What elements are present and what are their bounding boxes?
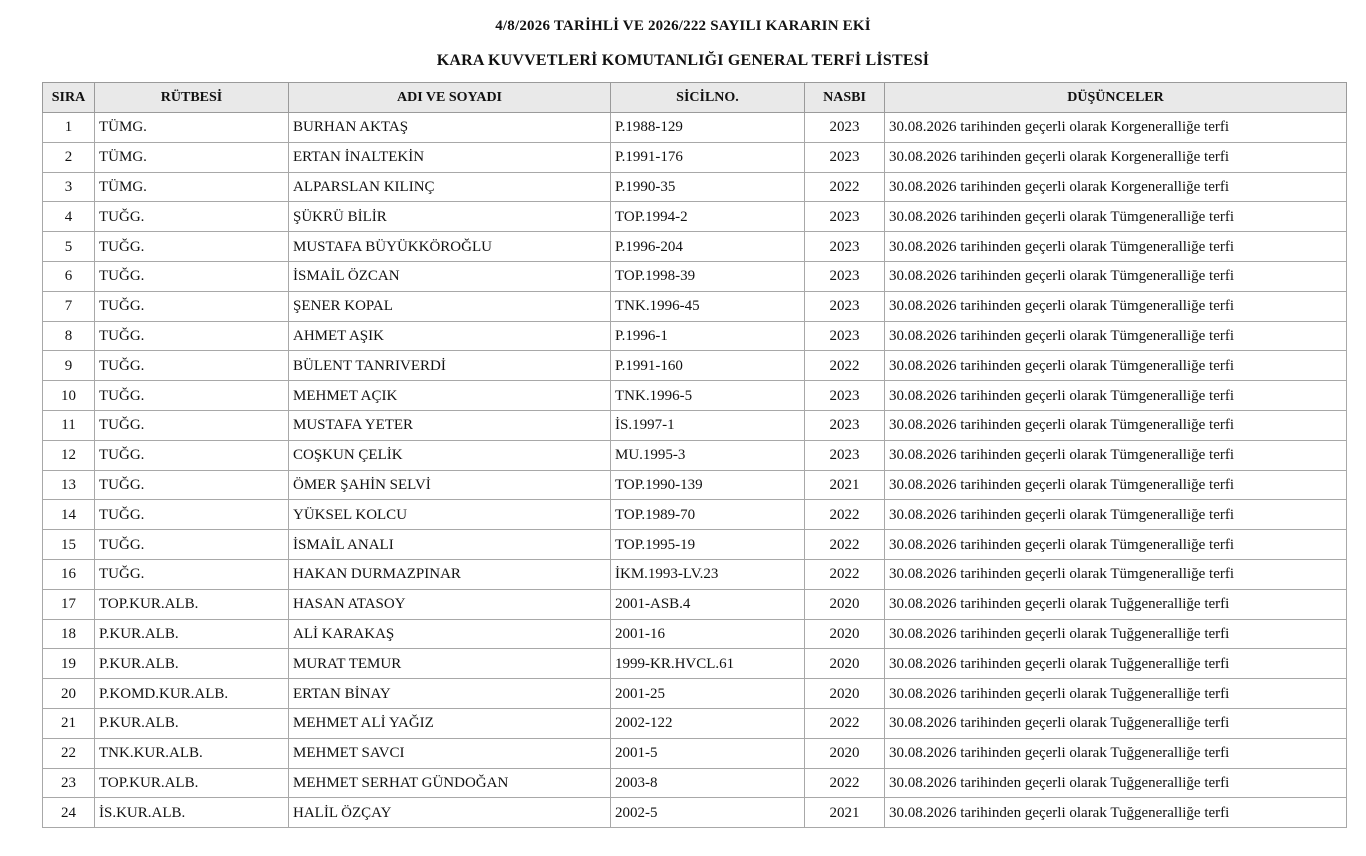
table-row xyxy=(43,291,1347,321)
row-name: MEHMET AÇIK xyxy=(289,381,611,411)
row-sira: 24 xyxy=(43,798,95,828)
header-sira: SIRA xyxy=(43,83,95,113)
row-nasbi: 2022 xyxy=(805,530,885,560)
table-row xyxy=(43,798,1347,828)
row-rutbesi: TUĞG. xyxy=(95,202,289,232)
row-dusunceler: 30.08.2026 tarihinden geçerli olarak Korgeneralliğe terfi xyxy=(885,172,1347,202)
table-row xyxy=(43,589,1347,619)
row-rutbesi: TÜMG. xyxy=(95,113,289,143)
row-nasbi: 2020 xyxy=(805,649,885,679)
row-sicil-no: 2001-ASB.4 xyxy=(611,589,805,619)
row-nasbi: 2020 xyxy=(805,679,885,709)
row-nasbi: 2023 xyxy=(805,410,885,440)
row-name: İSMAİL ÖZCAN xyxy=(289,261,611,291)
row-dusunceler: 30.08.2026 tarihinden geçerli olarak Tümgeneralliğe terfi xyxy=(885,530,1347,560)
row-dusunceler: 30.08.2026 tarihinden geçerli olarak Tümgeneralliğe terfi xyxy=(885,559,1347,589)
row-rutbesi: TUĞG. xyxy=(95,530,289,560)
row-sira: 21 xyxy=(43,708,95,738)
row-rutbesi: TUĞG. xyxy=(95,261,289,291)
row-name: BURHAN AKTAŞ xyxy=(289,113,611,143)
row-sira: 9 xyxy=(43,351,95,381)
row-sira: 2 xyxy=(43,142,95,172)
table-header xyxy=(43,83,1347,113)
row-sira: 4 xyxy=(43,202,95,232)
row-nasbi: 2023 xyxy=(805,291,885,321)
row-name: ŞÜKRÜ BİLİR xyxy=(289,202,611,232)
row-dusunceler: 30.08.2026 tarihinden geçerli olarak Tuğgeneralliğe terfi xyxy=(885,768,1347,798)
table-row xyxy=(43,619,1347,649)
row-rutbesi: TNK.KUR.ALB. xyxy=(95,738,289,768)
header-sicil-no: SİCİLNO. xyxy=(611,83,805,113)
row-sira: 14 xyxy=(43,500,95,530)
row-name: ERTAN İNALTEKİN xyxy=(289,142,611,172)
row-nasbi: 2022 xyxy=(805,172,885,202)
table-row xyxy=(43,708,1347,738)
row-rutbesi: TUĞG. xyxy=(95,440,289,470)
row-nasbi: 2020 xyxy=(805,619,885,649)
row-rutbesi: TUĞG. xyxy=(95,351,289,381)
row-sicil-no: TOP.1989-70 xyxy=(611,500,805,530)
row-nasbi: 2021 xyxy=(805,798,885,828)
row-dusunceler: 30.08.2026 tarihinden geçerli olarak Korgeneralliğe terfi xyxy=(885,142,1347,172)
row-name: ŞENER KOPAL xyxy=(289,291,611,321)
table-row xyxy=(43,261,1347,291)
row-nasbi: 2023 xyxy=(805,113,885,143)
row-sicil-no: TOP.1998-39 xyxy=(611,261,805,291)
table-row xyxy=(43,530,1347,560)
table-row xyxy=(43,649,1347,679)
row-nasbi: 2022 xyxy=(805,708,885,738)
row-nasbi: 2020 xyxy=(805,738,885,768)
row-nasbi: 2023 xyxy=(805,381,885,411)
document-title: 4/8/2026 TARİHLİ VE 2026/222 SAYILI KARARIN EKİ xyxy=(495,18,871,34)
row-nasbi: 2020 xyxy=(805,589,885,619)
row-name: ALPARSLAN KILINÇ xyxy=(289,172,611,202)
row-rutbesi: TUĞG. xyxy=(95,410,289,440)
header-rutbesi: RÜTBESİ xyxy=(95,83,289,113)
row-sicil-no: TNK.1996-45 xyxy=(611,291,805,321)
row-sira: 11 xyxy=(43,410,95,440)
header-dusunceler: DÜŞÜNCELER xyxy=(885,83,1347,113)
row-sicil-no: TOP.1995-19 xyxy=(611,530,805,560)
row-sira: 22 xyxy=(43,738,95,768)
row-dusunceler: 30.08.2026 tarihinden geçerli olarak Tümgeneralliğe terfi xyxy=(885,291,1347,321)
table-row xyxy=(43,232,1347,262)
row-dusunceler: 30.08.2026 tarihinden geçerli olarak Tümgeneralliğe terfi xyxy=(885,232,1347,262)
row-sicil-no: 2003-8 xyxy=(611,768,805,798)
row-dusunceler: 30.08.2026 tarihinden geçerli olarak Tümgeneralliğe terfi xyxy=(885,410,1347,440)
table-row xyxy=(43,321,1347,351)
row-sira: 13 xyxy=(43,470,95,500)
row-nasbi: 2023 xyxy=(805,142,885,172)
row-dusunceler: 30.08.2026 tarihinden geçerli olarak Tümgeneralliğe terfi xyxy=(885,381,1347,411)
row-dusunceler: 30.08.2026 tarihinden geçerli olarak Korgeneralliğe terfi xyxy=(885,113,1347,143)
row-sicil-no: 2002-5 xyxy=(611,798,805,828)
row-rutbesi: TUĞG. xyxy=(95,291,289,321)
row-dusunceler: 30.08.2026 tarihinden geçerli olarak Tümgeneralliğe terfi xyxy=(885,321,1347,351)
row-name: MEHMET SERHAT GÜNDOĞAN xyxy=(289,768,611,798)
row-sira: 7 xyxy=(43,291,95,321)
row-sira: 19 xyxy=(43,649,95,679)
promotion-table xyxy=(42,82,1347,828)
row-nasbi: 2022 xyxy=(805,768,885,798)
row-sira: 16 xyxy=(43,559,95,589)
row-rutbesi: TÜMG. xyxy=(95,142,289,172)
row-sira: 20 xyxy=(43,679,95,709)
row-name: MUSTAFA BÜYÜKKÖROĞLU xyxy=(289,232,611,262)
row-dusunceler: 30.08.2026 tarihinden geçerli olarak Tümgeneralliğe terfi xyxy=(885,202,1347,232)
row-sicil-no: TOP.1990-139 xyxy=(611,470,805,500)
row-name: ALİ KARAKAŞ xyxy=(289,619,611,649)
row-sira: 3 xyxy=(43,172,95,202)
row-dusunceler: 30.08.2026 tarihinden geçerli olarak Tuğgeneralliğe terfi xyxy=(885,708,1347,738)
row-sicil-no: P.1996-204 xyxy=(611,232,805,262)
row-sira: 8 xyxy=(43,321,95,351)
row-rutbesi: P.KUR.ALB. xyxy=(95,708,289,738)
row-rutbesi: TUĞG. xyxy=(95,381,289,411)
row-nasbi: 2023 xyxy=(805,321,885,351)
row-sicil-no: P.1991-176 xyxy=(611,142,805,172)
row-sicil-no: 2002-122 xyxy=(611,708,805,738)
row-name: ÖMER ŞAHİN SELVİ xyxy=(289,470,611,500)
table-row xyxy=(43,410,1347,440)
table-row xyxy=(43,500,1347,530)
row-name: MUSTAFA YETER xyxy=(289,410,611,440)
table-row xyxy=(43,559,1347,589)
row-rutbesi: TUĞG. xyxy=(95,470,289,500)
row-dusunceler: 30.08.2026 tarihinden geçerli olarak Tuğgeneralliğe terfi xyxy=(885,738,1347,768)
header-row xyxy=(43,83,1347,113)
table-row xyxy=(43,113,1347,143)
table-row xyxy=(43,172,1347,202)
row-rutbesi: TUĞG. xyxy=(95,559,289,589)
row-name: HAKAN DURMAZPINAR xyxy=(289,559,611,589)
row-rutbesi: TOP.KUR.ALB. xyxy=(95,589,289,619)
row-sicil-no: P.1991-160 xyxy=(611,351,805,381)
row-dusunceler: 30.08.2026 tarihinden geçerli olarak Tümgeneralliğe terfi xyxy=(885,470,1347,500)
row-sicil-no: İS.1997-1 xyxy=(611,410,805,440)
row-sicil-no: P.1988-129 xyxy=(611,113,805,143)
table-body xyxy=(43,113,1347,828)
table-row xyxy=(43,142,1347,172)
row-name: AHMET AŞIK xyxy=(289,321,611,351)
row-rutbesi: P.KOMD.KUR.ALB. xyxy=(95,679,289,709)
row-dusunceler: 30.08.2026 tarihinden geçerli olarak Tuğgeneralliğe terfi xyxy=(885,589,1347,619)
row-dusunceler: 30.08.2026 tarihinden geçerli olarak Tuğgeneralliğe terfi xyxy=(885,798,1347,828)
table-row xyxy=(43,351,1347,381)
row-sira: 1 xyxy=(43,113,95,143)
row-sira: 18 xyxy=(43,619,95,649)
row-dusunceler: 30.08.2026 tarihinden geçerli olarak Tümgeneralliğe terfi xyxy=(885,440,1347,470)
table-row xyxy=(43,440,1347,470)
row-sicil-no: 2001-25 xyxy=(611,679,805,709)
row-sira: 23 xyxy=(43,768,95,798)
row-nasbi: 2023 xyxy=(805,232,885,262)
row-sira: 6 xyxy=(43,261,95,291)
row-sicil-no: TOP.1994-2 xyxy=(611,202,805,232)
table-row xyxy=(43,679,1347,709)
row-name: YÜKSEL KOLCU xyxy=(289,500,611,530)
document-subtitle: KARA KUVVETLERİ KOMUTANLIĞI GENERAL TERFİ LİSTESİ xyxy=(436,52,930,69)
header-nasbi: NASBI xyxy=(805,83,885,113)
row-name: BÜLENT TANRIVERDİ xyxy=(289,351,611,381)
row-rutbesi: TUĞG. xyxy=(95,232,289,262)
row-dusunceler: 30.08.2026 tarihinden geçerli olarak Tuğgeneralliğe terfi xyxy=(885,649,1347,679)
row-name: MEHMET SAVCI xyxy=(289,738,611,768)
row-sira: 12 xyxy=(43,440,95,470)
row-name: MURAT TEMUR xyxy=(289,649,611,679)
row-sicil-no: İKM.1993-LV.23 xyxy=(611,559,805,589)
row-nasbi: 2023 xyxy=(805,202,885,232)
row-sira: 10 xyxy=(43,381,95,411)
row-nasbi: 2022 xyxy=(805,500,885,530)
row-rutbesi: TÜMG. xyxy=(95,172,289,202)
row-dusunceler: 30.08.2026 tarihinden geçerli olarak Tümgeneralliğe terfi xyxy=(885,261,1347,291)
table-row xyxy=(43,738,1347,768)
row-name: ERTAN BİNAY xyxy=(289,679,611,709)
row-sicil-no: P.1996-1 xyxy=(611,321,805,351)
row-sira: 15 xyxy=(43,530,95,560)
row-sicil-no: P.1990-35 xyxy=(611,172,805,202)
row-sicil-no: 2001-16 xyxy=(611,619,805,649)
row-rutbesi: TUĞG. xyxy=(95,500,289,530)
row-sicil-no: 2001-5 xyxy=(611,738,805,768)
table-row xyxy=(43,202,1347,232)
table-row xyxy=(43,768,1347,798)
row-nasbi: 2023 xyxy=(805,261,885,291)
row-name: HASAN ATASOY xyxy=(289,589,611,619)
row-name: İSMAİL ANALI xyxy=(289,530,611,560)
row-name: HALİL ÖZÇAY xyxy=(289,798,611,828)
row-dusunceler: 30.08.2026 tarihinden geçerli olarak Tümgeneralliğe terfi xyxy=(885,500,1347,530)
row-rutbesi: TOP.KUR.ALB. xyxy=(95,768,289,798)
row-nasbi: 2021 xyxy=(805,470,885,500)
row-nasbi: 2022 xyxy=(805,559,885,589)
row-sicil-no: TNK.1996-5 xyxy=(611,381,805,411)
row-sira: 5 xyxy=(43,232,95,262)
row-rutbesi: P.KUR.ALB. xyxy=(95,649,289,679)
table-row xyxy=(43,381,1347,411)
row-sicil-no: 1999-KR.HVCL.61 xyxy=(611,649,805,679)
row-dusunceler: 30.08.2026 tarihinden geçerli olarak Tümgeneralliğe terfi xyxy=(885,351,1347,381)
row-sicil-no: MU.1995-3 xyxy=(611,440,805,470)
row-dusunceler: 30.08.2026 tarihinden geçerli olarak Tuğgeneralliğe terfi xyxy=(885,619,1347,649)
row-rutbesi: TUĞG. xyxy=(95,321,289,351)
row-rutbesi: P.KUR.ALB. xyxy=(95,619,289,649)
row-name: COŞKUN ÇELİK xyxy=(289,440,611,470)
table-row xyxy=(43,470,1347,500)
header-adi-ve-soyadi: ADI VE SOYADI xyxy=(289,83,611,113)
row-nasbi: 2022 xyxy=(805,351,885,381)
row-rutbesi: İS.KUR.ALB. xyxy=(95,798,289,828)
row-name: MEHMET ALİ YAĞIZ xyxy=(289,708,611,738)
row-nasbi: 2023 xyxy=(805,440,885,470)
row-sira: 17 xyxy=(43,589,95,619)
row-dusunceler: 30.08.2026 tarihinden geçerli olarak Tuğgeneralliğe terfi xyxy=(885,679,1347,709)
